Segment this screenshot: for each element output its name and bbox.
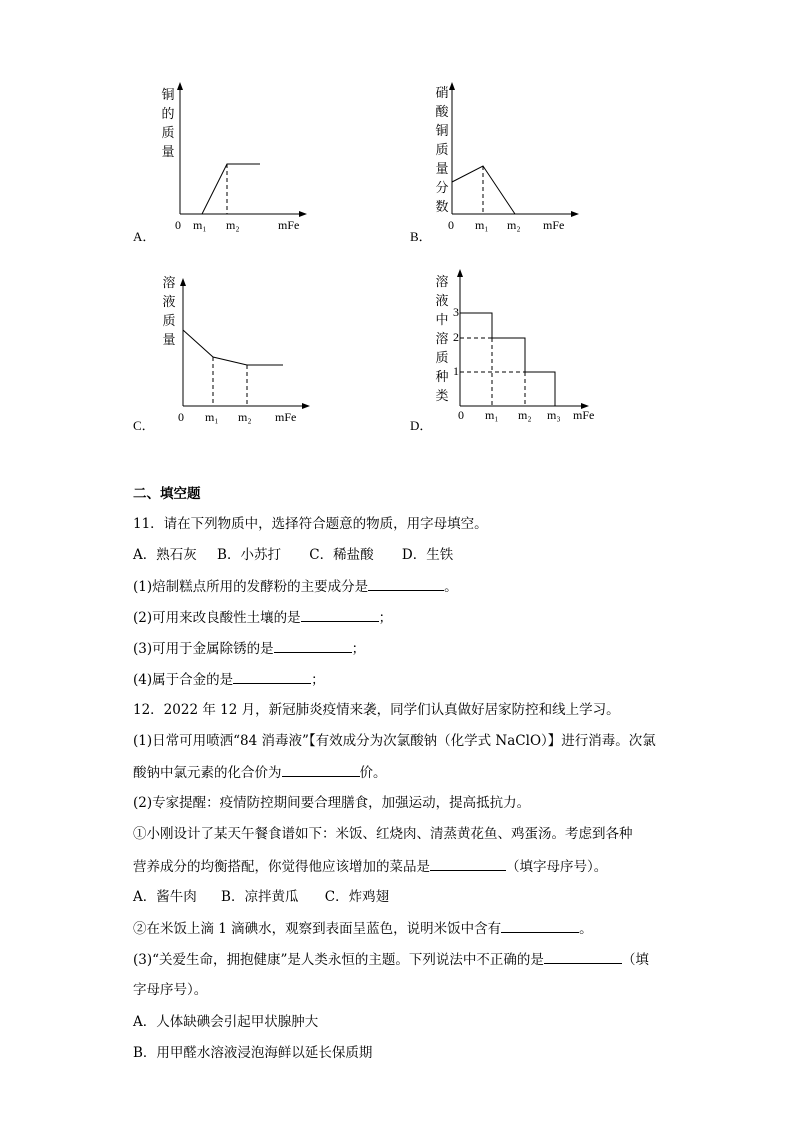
graph-a-xlabel: mFe: [278, 218, 300, 232]
graph-d-ytick-3: 3: [453, 305, 459, 319]
graph-b: [400, 80, 600, 240]
graph-c-x-arrow: [302, 403, 310, 409]
graph-c-ylabel: 溶 液 质 量: [162, 276, 176, 348]
graph-d: [400, 265, 620, 435]
graph-c-origin: 0: [178, 410, 184, 424]
graph-d-xlabel: mFe: [573, 408, 595, 422]
q11-blank-3[interactable]: [274, 638, 352, 653]
graph-d-tick-m3: m₃: [547, 408, 561, 422]
graph-d-step: [460, 313, 555, 406]
q12-p3-option-a: A．人体缺碘会引起甲状腺肿大: [133, 1014, 319, 1030]
graph-b-x-arrow: [571, 211, 579, 217]
q11-item-2: (2)可用来改良酸性土壤的是 ；: [133, 607, 392, 628]
q12-p3-line1: (3)“关爱生命，拥抱健康”是人类永恒的主题。下列说法中不正确的是 （填: [133, 949, 649, 970]
q11-blank-2[interactable]: [301, 607, 379, 622]
section-title: 二、填空题: [133, 486, 201, 502]
graph-a-letter: A．: [133, 229, 156, 244]
q11-options: [133, 545, 453, 565]
q11-option-a: A．熟石灰: [133, 547, 197, 563]
graph-c-plot: [130, 270, 330, 430]
graph-c-curve: [183, 330, 283, 365]
graph-d-tick-m2: m₂: [518, 408, 532, 422]
graph-d-tick-m1: m₁: [485, 408, 499, 422]
graph-a-tick-m1: m₁: [193, 218, 207, 232]
graph-d-ytick-2: 2: [453, 330, 459, 344]
graph-b-tick-m1: m₁: [475, 218, 489, 232]
q12-blank-4[interactable]: [544, 949, 622, 964]
graph-a-ylabel: 铜 的 质 量: [161, 88, 175, 160]
q12-p2: (2)专家提醒：疫情防控期间要合理膳食，加强运动，提高抵抗力。: [133, 795, 531, 811]
graph-a-tick-m2: m₂: [226, 218, 240, 232]
q12-p3-option-b: B．用甲醛水溶液浸泡海鲜以延长保质期: [133, 1045, 373, 1061]
q12-p2-1-line1: ①小刚设计了某天午餐食谱如下：米饭、红烧肉、清蒸黄花鱼、鸡蛋汤。考虑到各种: [133, 826, 633, 842]
q12-p2-options: [133, 887, 389, 907]
graph-d-ylabel: 溶 液 中 溶 质 种 类: [435, 275, 449, 404]
graph-b-tick-m2: m₂: [507, 218, 521, 232]
graph-b-plot: [400, 80, 600, 240]
q12-blank-1[interactable]: [282, 762, 360, 777]
q12-blank-3[interactable]: [501, 918, 579, 933]
graph-d-letter: D．: [410, 418, 433, 433]
graph-c-letter: C．: [133, 418, 155, 433]
graph-d-origin: 0: [458, 408, 464, 422]
graph-c: [130, 270, 330, 430]
graph-a-x-arrow: [299, 211, 307, 217]
q11-blank-4[interactable]: [233, 669, 311, 684]
graph-a: [130, 80, 330, 240]
q12-p3-line2: 字母序号）。: [133, 982, 208, 998]
q11-blank-1[interactable]: [368, 576, 444, 591]
graph-c-tick-m2: m₂: [238, 410, 252, 424]
graph-a-y-arrow: [177, 82, 183, 90]
graph-a-curve: [202, 164, 260, 214]
q11-item-4: (4)属于合金的是 ；: [133, 669, 325, 690]
graph-b-origin: 0: [448, 218, 454, 232]
q11-option-d: D．生铁: [401, 547, 454, 563]
graph-b-ylabel: 硝 酸 铜 质 量 分 数: [435, 86, 449, 215]
graph-d-ytick-1: 1: [453, 364, 459, 378]
q11-item-3: (3)可用于金属除锈的是 ；: [133, 638, 365, 659]
q11-stem: 11．请在下列物质中，选择符合题意的物质，用字母填空。: [133, 516, 488, 532]
graph-d-y-arrow: [457, 269, 463, 277]
q12-p2-option-a: A．酱牛肉: [133, 889, 197, 905]
q11-item-1: (1)焙制糕点所用的发酵粉的主要成分是 。: [133, 576, 458, 597]
q12-p2-2: ②在米饭上滴 1 滴碘水，观察到表面呈蓝色，说明米饭中含有 。: [133, 918, 593, 939]
q12-p1-line2: 酸钠中氯元素的化合价为 价。: [133, 762, 387, 783]
graph-c-xlabel: mFe: [275, 410, 297, 424]
q11-option-c: C．稀盐酸: [309, 547, 374, 563]
graph-c-y-arrow: [180, 278, 186, 286]
graph-b-xlabel: mFe: [543, 218, 565, 232]
q12-stem: 12．2022 年 12 月，新冠肺炎疫情来袭，同学们认真做好居家防控和线上学习。: [133, 702, 620, 718]
graph-c-tick-m1: m₁: [205, 410, 219, 424]
q12-p1-line1: (1)日常可用喷洒“84 消毒液”【有效成分为次氯酸钠（化学式 NaClO）】进行消毒。次氯: [133, 733, 656, 749]
graph-a-origin: 0: [175, 218, 181, 232]
q12-p2-option-b: B．凉拌黄瓜: [221, 889, 299, 905]
graph-b-letter: B．: [410, 229, 432, 244]
q12-blank-2[interactable]: [430, 856, 506, 871]
q12-p2-option-c: C．炸鸡翅: [324, 889, 390, 905]
q11-option-b: B．小苏打: [217, 547, 281, 563]
q12-p2-1-line2: 营养成分的均衡搭配，你觉得他应该增加的菜品是 （填字母序号）。: [133, 856, 607, 877]
